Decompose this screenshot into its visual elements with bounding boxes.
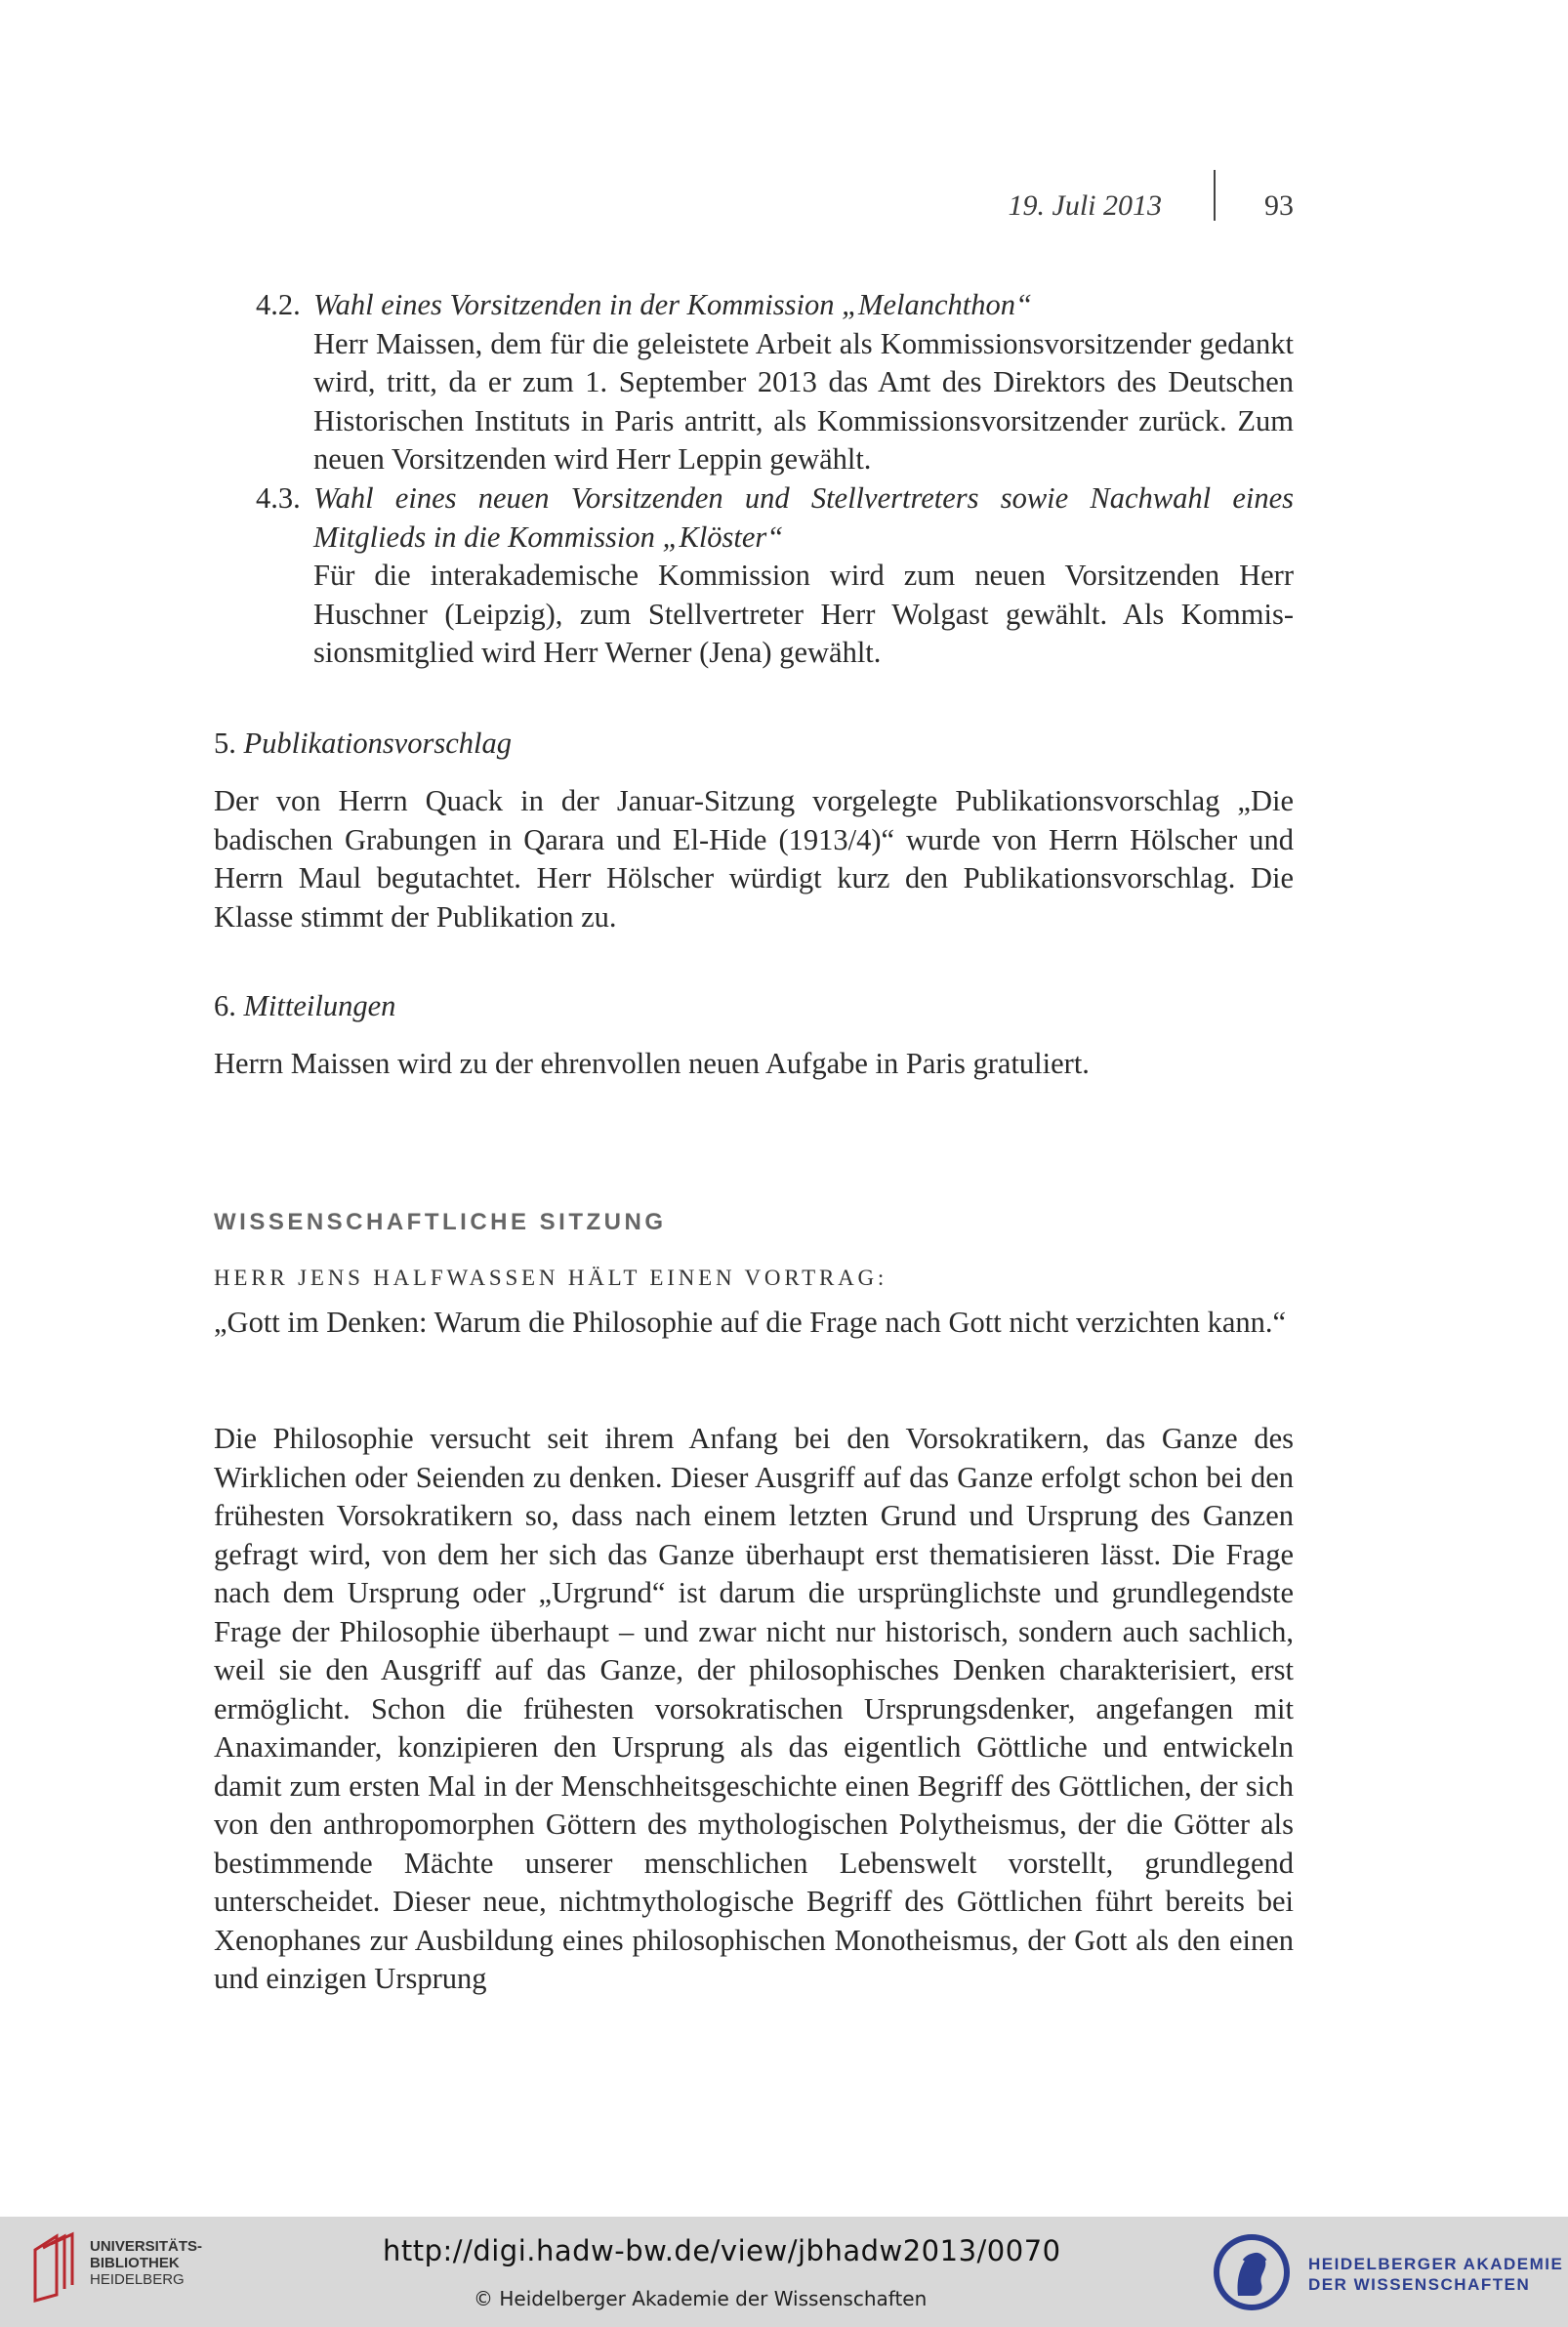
agenda-item-4-3 xyxy=(256,479,1294,673)
running-head-divider xyxy=(1214,170,1216,221)
section-5-title xyxy=(214,725,512,764)
section-number: 6. xyxy=(214,989,236,1022)
item-text: Herr Maissen, dem für die geleistete Arbeit als Kommissionsvorsitzender gedankt wird, tritt, da er zum 1. September 2013 das Amt des Direktors des Deutschen Historischen Instituts in Paris antritt, als Kommissionsvorsitzender zurück. Zum neuen Vorsitzenden wird Herr Leppin gewählt. xyxy=(313,326,1294,476)
agenda-item-4-2 xyxy=(256,286,1294,479)
academy-name-line: DER WISSENSCHAFTEN xyxy=(1308,2275,1531,2294)
item-text: Für die interakademische Kommission wird zum neuen Vorsitzenden Herr Huschner (Leipzig), zum Stellvertreter Herr Wolgast gewählt. Als Kommissionsmitglied wird Herr Werner (Jena) gewählt. xyxy=(313,559,1294,669)
item-number: 4.3. xyxy=(256,481,301,515)
library-name-line: HEIDELBERG xyxy=(90,2271,185,2288)
scientific-session-heading: WISSENSCHAFTLICHE SITZUNG xyxy=(214,1209,667,1235)
lecture-title: „Gott im Denken: Warum die Philosophie auf die Frage nach Gott nicht verzichten kann.“ xyxy=(214,1306,1287,1339)
section-number: 5. xyxy=(214,727,236,760)
library-name-line: BIBLIOTHEK xyxy=(90,2255,180,2271)
item-heading: Wahl eines neuen Vorsitzenden und Stellvertreters sowie Nachwahl eines Mitglieds in die Kommission „Klöster“ xyxy=(313,481,1294,554)
library-name-line: UNIVERSITÄTS- xyxy=(90,2238,203,2255)
section-6-text: Herrn Maissen wird zu der ehrenvollen neuen Aufgabe in Paris gratuliert. xyxy=(214,1047,1090,1080)
item-number: 4.2. xyxy=(256,288,301,321)
section-title-text: Mitteilungen xyxy=(243,989,396,1022)
page-number: 93 xyxy=(1264,189,1294,222)
speaker-line: HERR JENS HALFWASSEN HÄLT EINEN VORTRAG: xyxy=(214,1266,888,1290)
section-title-text: Publikationsvorschlag xyxy=(243,727,512,760)
running-head xyxy=(976,182,1294,230)
running-head-date: 19. Juli 2013 xyxy=(1008,189,1162,222)
section-5-text: Der von Herrn Quack in der Januar-Sitzung vorgelegte Publikationsvorschlag „Die badischen Grabungen in Qarara und El-Hide (1913/4)“ wurde von Herrn Hölscher und Herrn Maul begutachtet. Herr Hölscher würdigt kurz den Publikationsvorschlag. Die Klasse stimmt der Publikation zu. xyxy=(214,784,1294,934)
academy-name-line: HEIDELBERGER AKADEMIE xyxy=(1308,2255,1564,2273)
item-heading: Wahl eines Vorsitzenden in der Kommission „Melanchthon“ xyxy=(313,288,1032,321)
academy-name xyxy=(1308,2254,1563,2295)
section-6-title xyxy=(214,987,395,1026)
copyright-notice: © Heidelberger Akademie der Wissenschaften xyxy=(474,2287,928,2310)
academy-seal-icon xyxy=(1211,2231,1293,2313)
university-library-name xyxy=(90,2238,202,2288)
source-url-link[interactable]: http://digi.hadw-bw.de/view/jbhadw2013/0070 xyxy=(383,2234,1061,2267)
lecture-paragraph: Die Philosophie versucht seit ihrem Anfang bei den Vorsokratikern, das Ganze des Wirklichen oder Seienden zu denken. Dieser Ausgriff auf das Ganze erfolgt schon bei den frühesten Vorsokratikern so, dass nach einem letzten Grund und Ursprung des Ganzen gefragt wird, von dem her sich das Ganze überhaupt erst thematisieren lässt. Die Frage nach dem Ursprung oder „Urgrund“ ist darum die ursprünglichste und grundlegendste Frage der Philosophie überhaupt – und zwar nicht nur historisch, sondern auch sachlich, weil sie den Ausgriff auf das Ganze, der philosophisches Denken charakterisiert, erst ermöglicht. Schon die frühesten vorsokratischen Ursprungsdenker, angefangen mit Anaximander, konzipieren den Ursprung als das eigentlich Göttliche und entwickeln damit zum ersten Mal in der Menschheitsgeschichte einen Begriff des Göttlichen, der sich von den anthropomorphen Göttern des mythologischen Polytheismus, der die Götter als bestimmende Mächte unserer menschlichen Lebenswelt vorstellt, grundlegend unterscheidet. Dieser neue, nichtmythologische Begriff des Göttlichen führt bereits bei Xenophanes zur Ausbildung eines philosophischen Monotheismus, der Gott als den einen und einzigen Ursprung xyxy=(214,1422,1294,1995)
university-library-logo-icon xyxy=(27,2230,86,2305)
footer-bar xyxy=(0,2217,1568,2327)
